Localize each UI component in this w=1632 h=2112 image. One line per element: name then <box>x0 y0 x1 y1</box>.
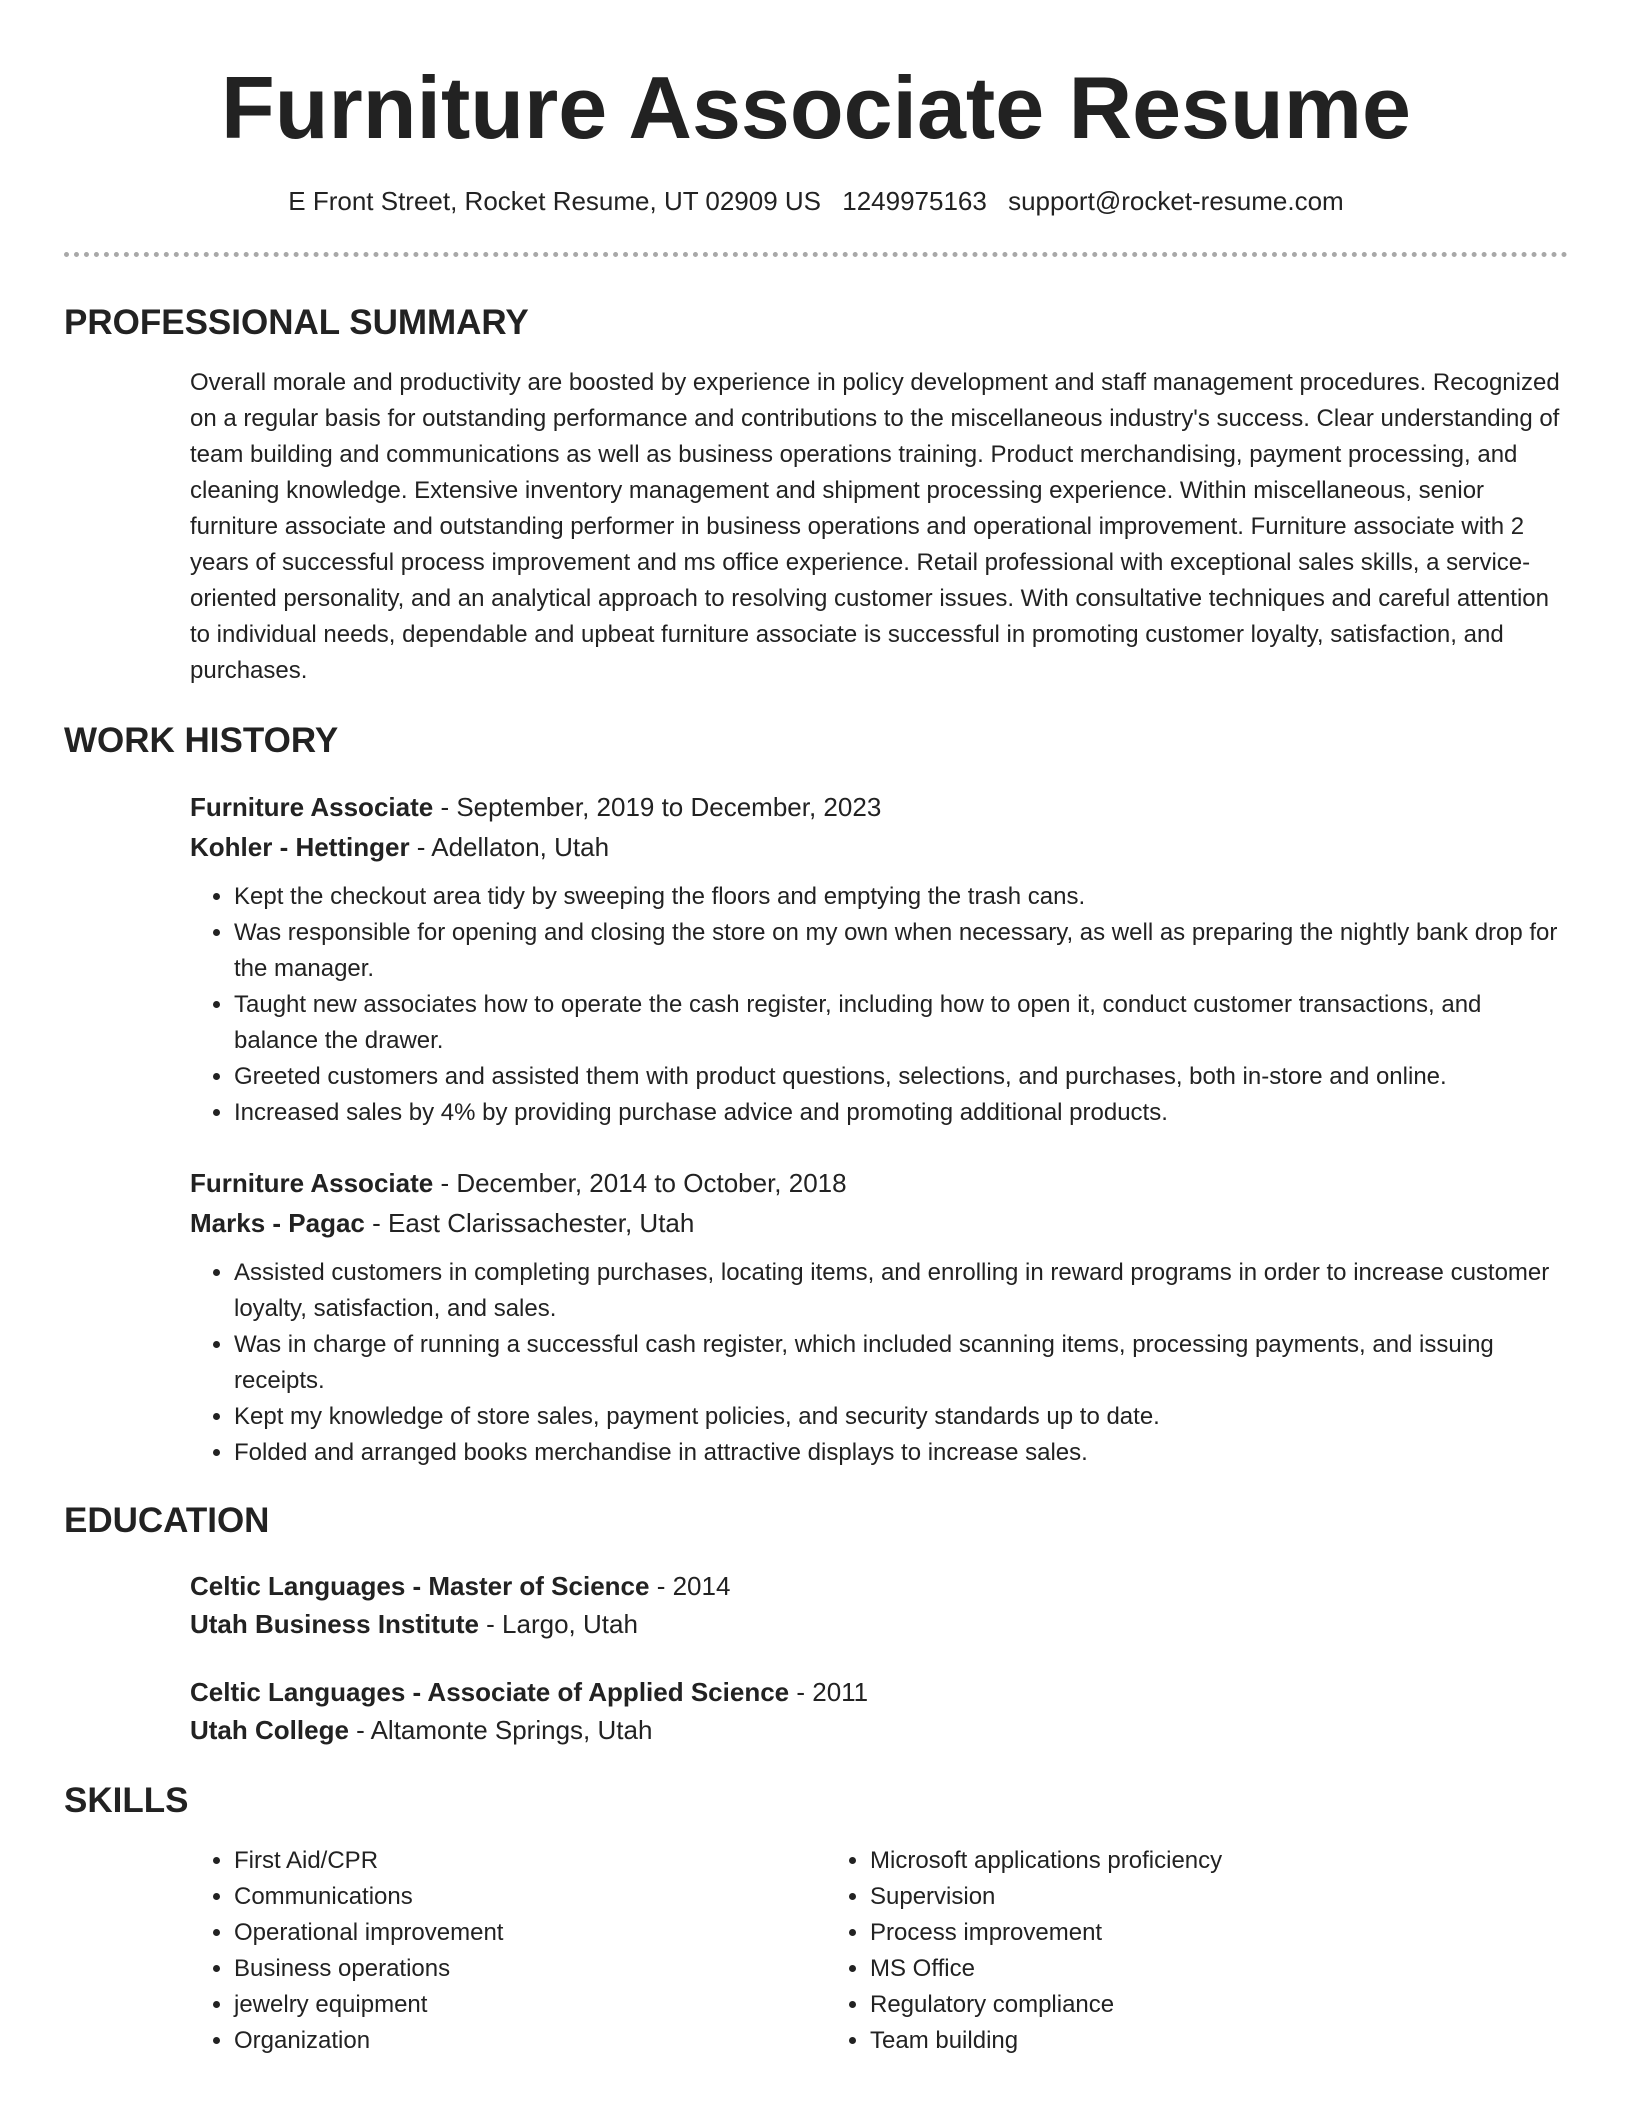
job-company-line <box>190 1203 1568 1243</box>
section-title-skills: SKILLS <box>64 1781 189 1820</box>
education-location: - Largo, Utah <box>478 1609 638 1639</box>
skill-item: • Operational improvement <box>234 1915 826 1951</box>
skills-list-left <box>190 1843 826 2059</box>
skills-columns <box>190 1843 1568 2059</box>
skill-item: • Business operations <box>234 1951 826 1987</box>
job-bullets <box>190 879 1568 1131</box>
job-bullet: • Taught new associates how to operate the cash register, including how to open it, conduct customer transactions, and balance the drawer. <box>234 987 1568 1059</box>
contact-phone: 1249975163 <box>842 186 987 216</box>
education-year: - 2014 <box>649 1571 731 1601</box>
education-degree-line <box>190 1567 1568 1605</box>
education-entry <box>190 1567 1568 1643</box>
skill-item: • Regulatory compliance <box>870 1987 1462 2023</box>
header-divider <box>64 252 1568 257</box>
job-bullets <box>190 1255 1568 1471</box>
skill-item: • Microsoft applications proficiency <box>870 1843 1462 1879</box>
job-location: - Adellaton, Utah <box>409 832 610 862</box>
education-entry <box>190 1673 1568 1749</box>
job-dates: - September, 2019 to December, 2023 <box>433 792 882 822</box>
education-school: Utah Business Institute <box>190 1609 479 1639</box>
education-location: - Altamonte Springs, Utah <box>348 1715 653 1745</box>
contact-line <box>64 184 1568 218</box>
education-year: - 2011 <box>789 1677 869 1707</box>
job-location: - East Clarissachester, Utah <box>364 1208 695 1238</box>
job-company: Kohler - Hettinger <box>190 832 410 862</box>
education-degree: Celtic Languages - Associate of Applied Science <box>190 1677 790 1707</box>
section-title-work-history: WORK HISTORY <box>64 721 339 760</box>
education-degree: Celtic Languages - Master of Science <box>190 1571 650 1601</box>
skills-list-right <box>826 1843 1462 2059</box>
job-bullet: • Was in charge of running a successful cash register, which included scanning items, processing payments, and issuing receipts. <box>234 1327 1568 1399</box>
section-title-education: EDUCATION <box>64 1501 270 1540</box>
section-title-summary: PROFESSIONAL SUMMARY <box>64 303 529 342</box>
job-bullet: • Folded and arranged books merchandise in attractive displays to increase sales. <box>234 1435 1568 1471</box>
summary-text: Overall morale and productivity are boosted by experience in policy development and staff management procedures. Recognized on a regular basis for outstanding performance and contributions to the miscellaneous industry's success. Clear understanding of team building and communications as well as business operations training. Product merchandising, payment processing, and cleaning knowledge. Extensive inventory management and shipment processing experience. Within miscellaneous, senior furniture associate and outstanding performer in business operations and operational improvement. Furniture associate with 2 years of successful process improvement and ms office experience. Retail professional with exceptional sales skills, a service-oriented personality, and an analytical approach to resolving customer issues. With consultative techniques and careful attention to individual needs, dependable and upbeat furniture associate is successful in promoting customer loyalty, satisfaction, and purchases. <box>190 369 1560 684</box>
job-title: Furniture Associate <box>190 1168 434 1198</box>
skill-item: • Organization <box>234 2023 826 2059</box>
job-bullet: • Assisted customers in completing purchases, locating items, and enrolling in reward programs in order to increase customer loyalty, satisfaction, and sales. <box>234 1255 1568 1327</box>
education-degree-line <box>190 1673 1568 1711</box>
job-title-line <box>190 1163 1568 1203</box>
job-bullet: • Greeted customers and assisted them with product questions, selections, and purchases, both in-store and online. <box>234 1059 1568 1095</box>
education-school-line <box>190 1711 1568 1749</box>
education-school: Utah College <box>190 1715 349 1745</box>
skill-item: • jewelry equipment <box>234 1987 826 2023</box>
job-title: Furniture Associate <box>190 792 434 822</box>
skill-item: • MS Office <box>870 1951 1462 1987</box>
job-company: Marks - Pagac <box>190 1208 365 1238</box>
contact-address: E Front Street, Rocket Resume, UT 02909 US <box>288 186 822 216</box>
resume-title: Furniture Associate Resume <box>221 58 1411 157</box>
job-bullet: • Kept the checkout area tidy by sweeping the floors and emptying the trash cans. <box>234 879 1568 915</box>
job-bullet: • Increased sales by 4% by providing purchase advice and promoting additional products. <box>234 1095 1568 1131</box>
skill-item: • Team building <box>870 2023 1462 2059</box>
skill-item: • Supervision <box>870 1879 1462 1915</box>
job-company-line <box>190 827 1568 867</box>
education-school-line <box>190 1605 1568 1643</box>
contact-email: support@rocket-resume.com <box>1008 186 1344 216</box>
job-entry <box>190 1163 1568 1471</box>
skill-item: • Process improvement <box>870 1915 1462 1951</box>
skill-item: • First Aid/CPR <box>234 1843 826 1879</box>
job-title-line <box>190 787 1568 827</box>
skill-item: • Communications <box>234 1879 826 1915</box>
job-dates: - December, 2014 to October, 2018 <box>433 1168 847 1198</box>
job-bullet: • Kept my knowledge of store sales, payment policies, and security standards up to date. <box>234 1399 1568 1435</box>
job-bullet: • Was responsible for opening and closing the store on my own when necessary, as well as preparing the nightly bank drop for the manager. <box>234 915 1568 987</box>
job-entry <box>190 787 1568 1131</box>
